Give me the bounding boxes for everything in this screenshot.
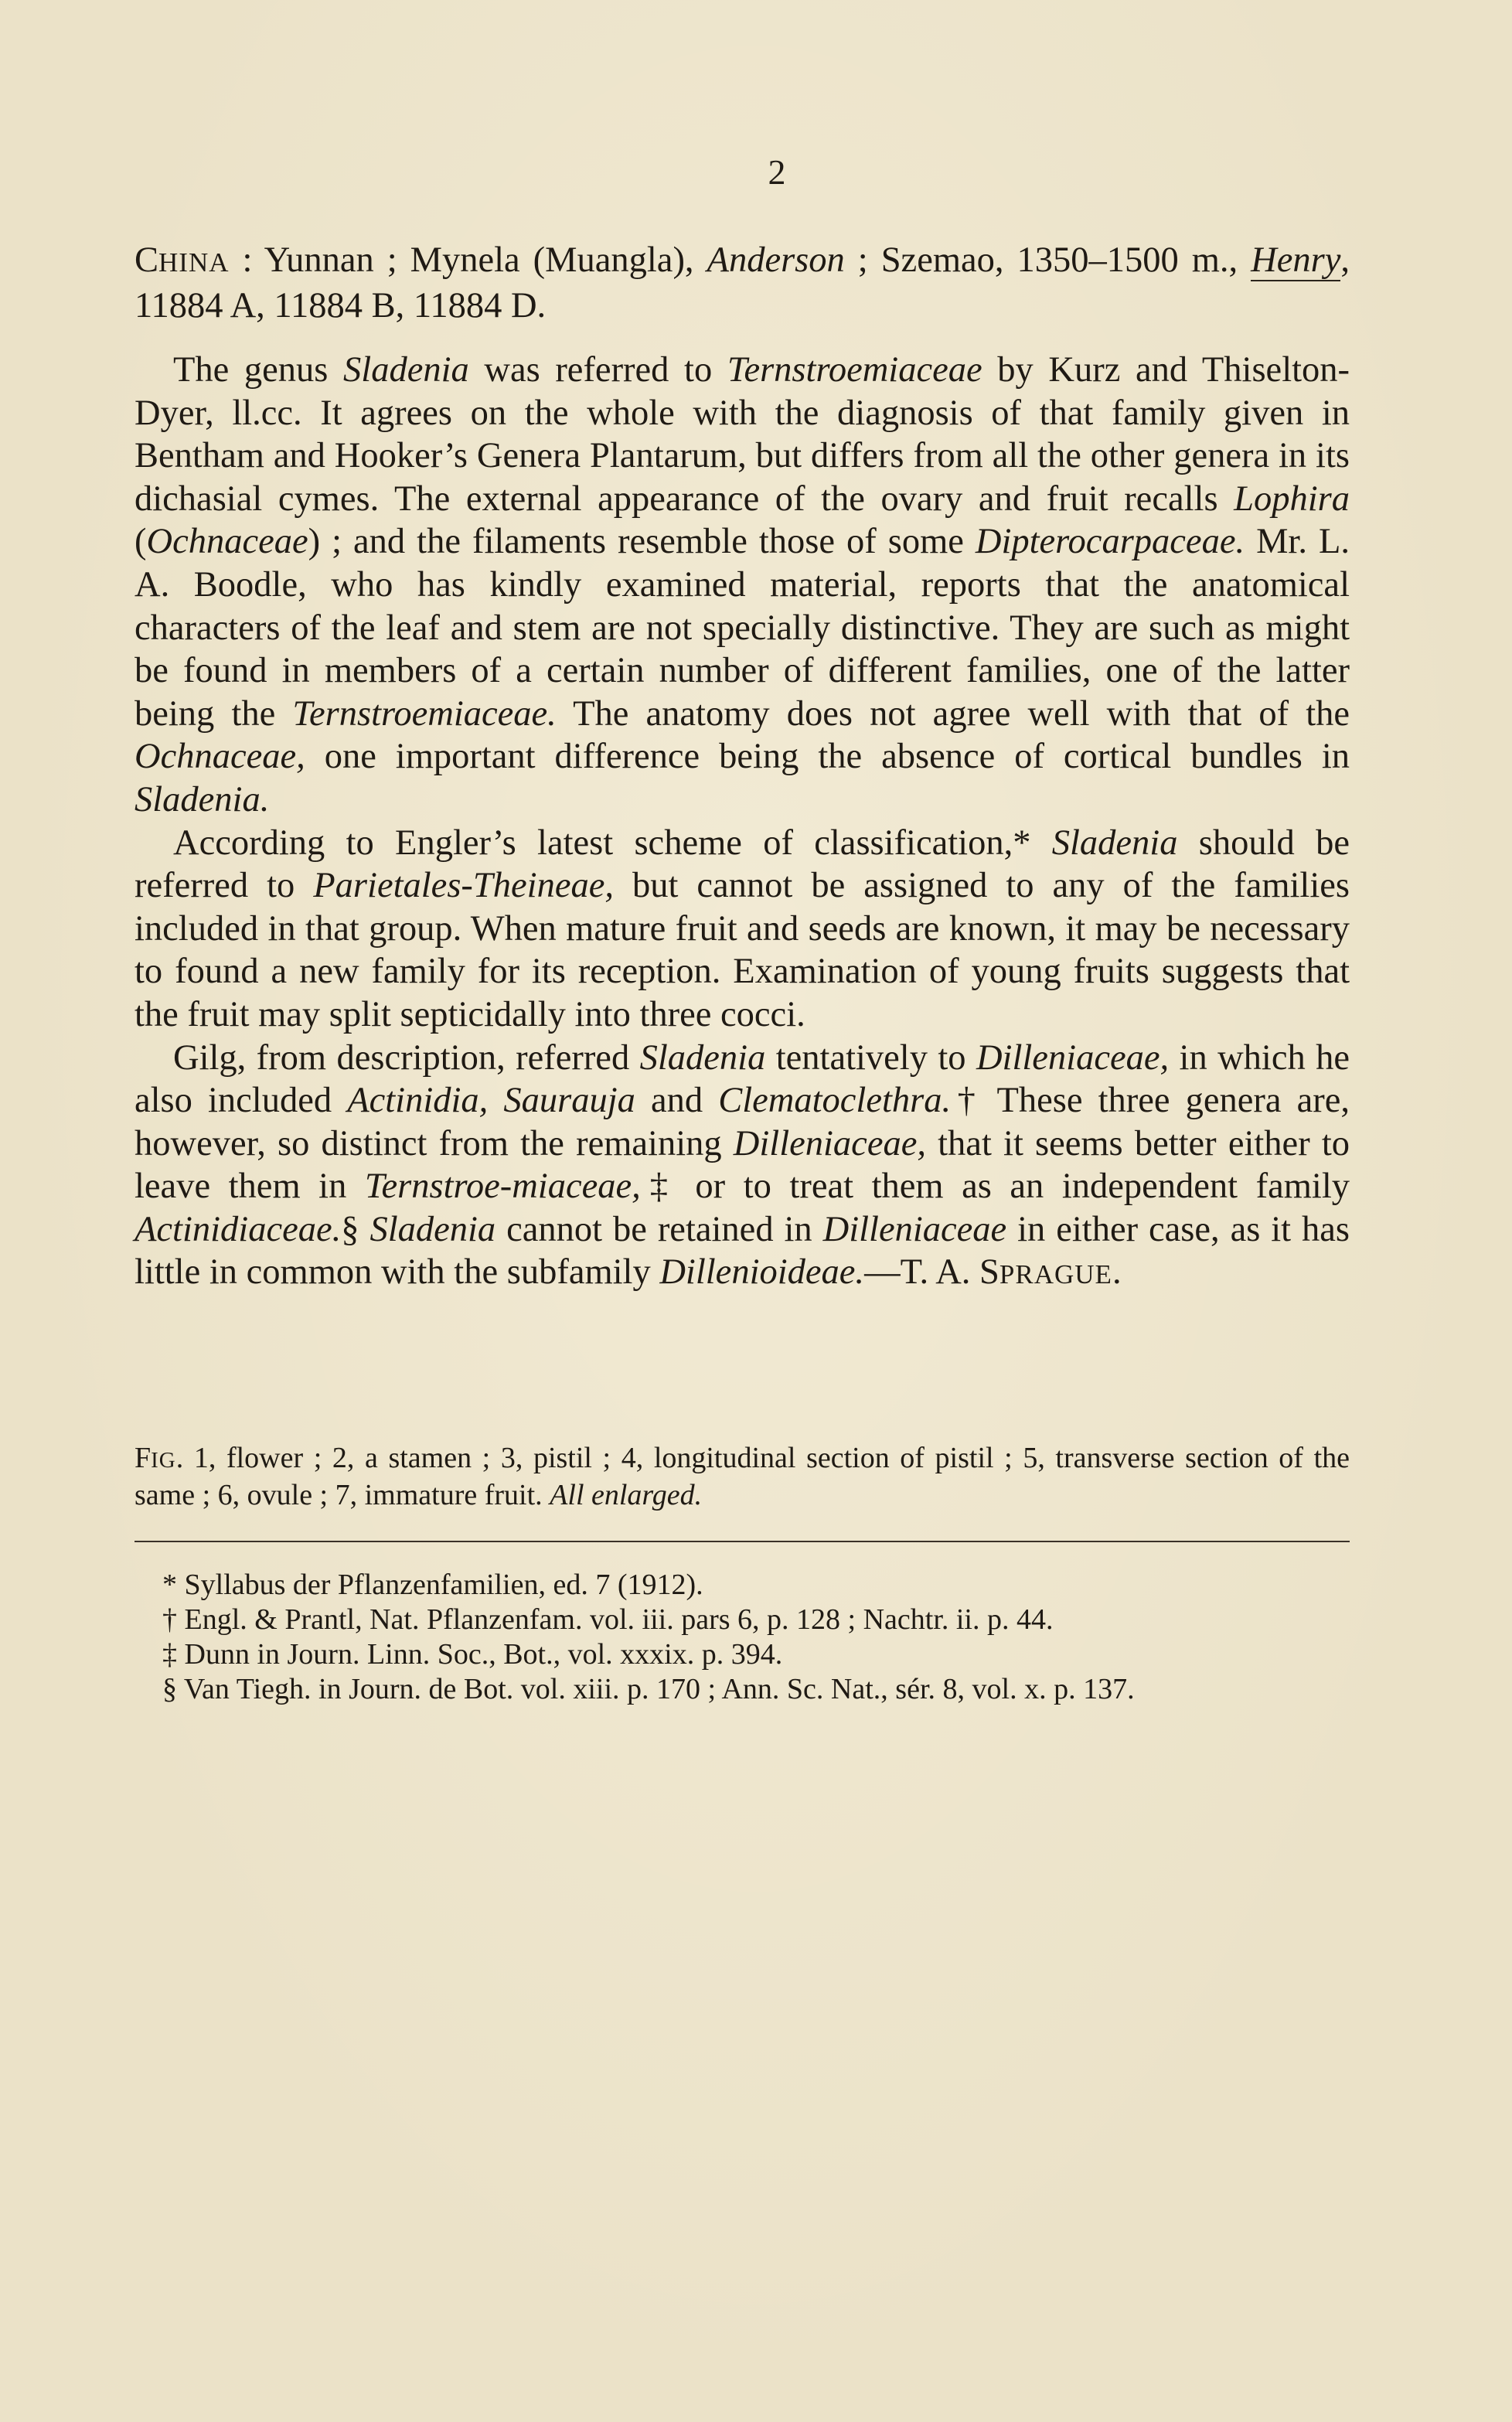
footnote-item: † Engl. & Prantl, Nat. Pflanzenfam. vol. iii. pars 6, p. 128 ; Nachtr. ii. p. 44.: [162, 1603, 1054, 1636]
country-rest: HINA: [158, 247, 230, 278]
footnote-item: * Syllabus der Pflanzenfamilien, ed. 7 (1912).: [162, 1569, 703, 1601]
author-rest: PRAGUE: [999, 1259, 1112, 1290]
locality-paragraph: [135, 239, 1350, 327]
paragraph-engler-classification: According to Engler’s latest scheme of classification,* Sladenia should be referred to Parietales-Theineae, but cannot be assigned to any of the families included in that group. When mature fruit and seeds are known, it may be necessary to found a new family for its reception. Examination of young fruits suggests that the fruit may split septicidally into three cocci.: [135, 823, 1350, 1034]
caption-enlarged: All enlarged.: [550, 1479, 703, 1511]
paragraph-gilg-reference: Gilg, from description, referred Sladenia tentatively to Dilleniaceae, in which he also included Actinidia, Saurauja and Clematoclethra.† These three genera are, however, so distinct from the remaining Dilleniaceae, that it seems better either to leave them in Ternstroe-miaceae,‡ or to treat them as an independent family Actinidiaceae.§ Sladenia cannot be retained in Dilleniaceae in either case, as it has little in common with the subfamily Dillenioideae.—T. A. SPRAGUE.: [135, 1037, 1350, 1293]
fig-initial: F: [135, 1442, 152, 1474]
author-initial: S: [979, 1252, 999, 1293]
locality-text: : Yunnan ; Mynela (Muangla),: [229, 240, 707, 280]
collector-name: Anderson: [707, 240, 845, 280]
country-initial: C: [135, 240, 159, 280]
page-number: 2: [768, 152, 786, 192]
footnote-item: ‡ Dunn in Journ. Linn. Soc., Bot., vol. xxxix. p. 394.: [162, 1638, 783, 1671]
collector-name-underlined: Henry: [1251, 240, 1341, 280]
caption-text: . 1, flower ; 2, a stamen ; 3, pistil ; 4, longitudinal section of pistil ; 5, transverse section of the same ; 6, ovule ; 7, immature fruit.: [135, 1442, 1350, 1511]
footnote-divider: [135, 1541, 1350, 1542]
footnote-item: § Van Tiegh. in Journ. de Bot. vol. xiii. p. 170 ; Ann. Sc. Nat., sér. 8, vol. x. p. 137.: [162, 1673, 1135, 1705]
fig-rest: IG: [151, 1448, 176, 1473]
specimen-numbers: , 11884 A, 11884 B, 11884 D.: [135, 240, 1350, 325]
locality-text: ; Szemao, 1350–1500 m.,: [844, 240, 1251, 280]
discussion-text: [135, 349, 1350, 1296]
footnotes: [135, 1568, 1350, 1707]
figure-caption: [135, 1441, 1350, 1513]
paragraph-genus-reference: The genus Sladenia was referred to Ternstroemiaceae by Kurz and Thiselton-Dyer, ll.cc. It agrees on the whole with the diagnosis of that family given in Bentham and Hooker’s Genera Plantarum, but differs from all the other genera in its dichasial cymes. The external appearance of the ovary and fruit recalls Lophira (Ochnaceae) ; and the filaments resemble those of some Dipterocarpaceae. Mr. L. A. Boodle, who has kindly examined material, reports that the anatomical characters of the leaf and stem are not specially distinctive. They are such as might be found in members of a certain number of different families, one of the latter being the Ternstroemiaceae. The anatomy does not agree well with that of the Ochnaceae, one important difference being the absence of cortical bundles in Sladenia.: [135, 350, 1350, 819]
